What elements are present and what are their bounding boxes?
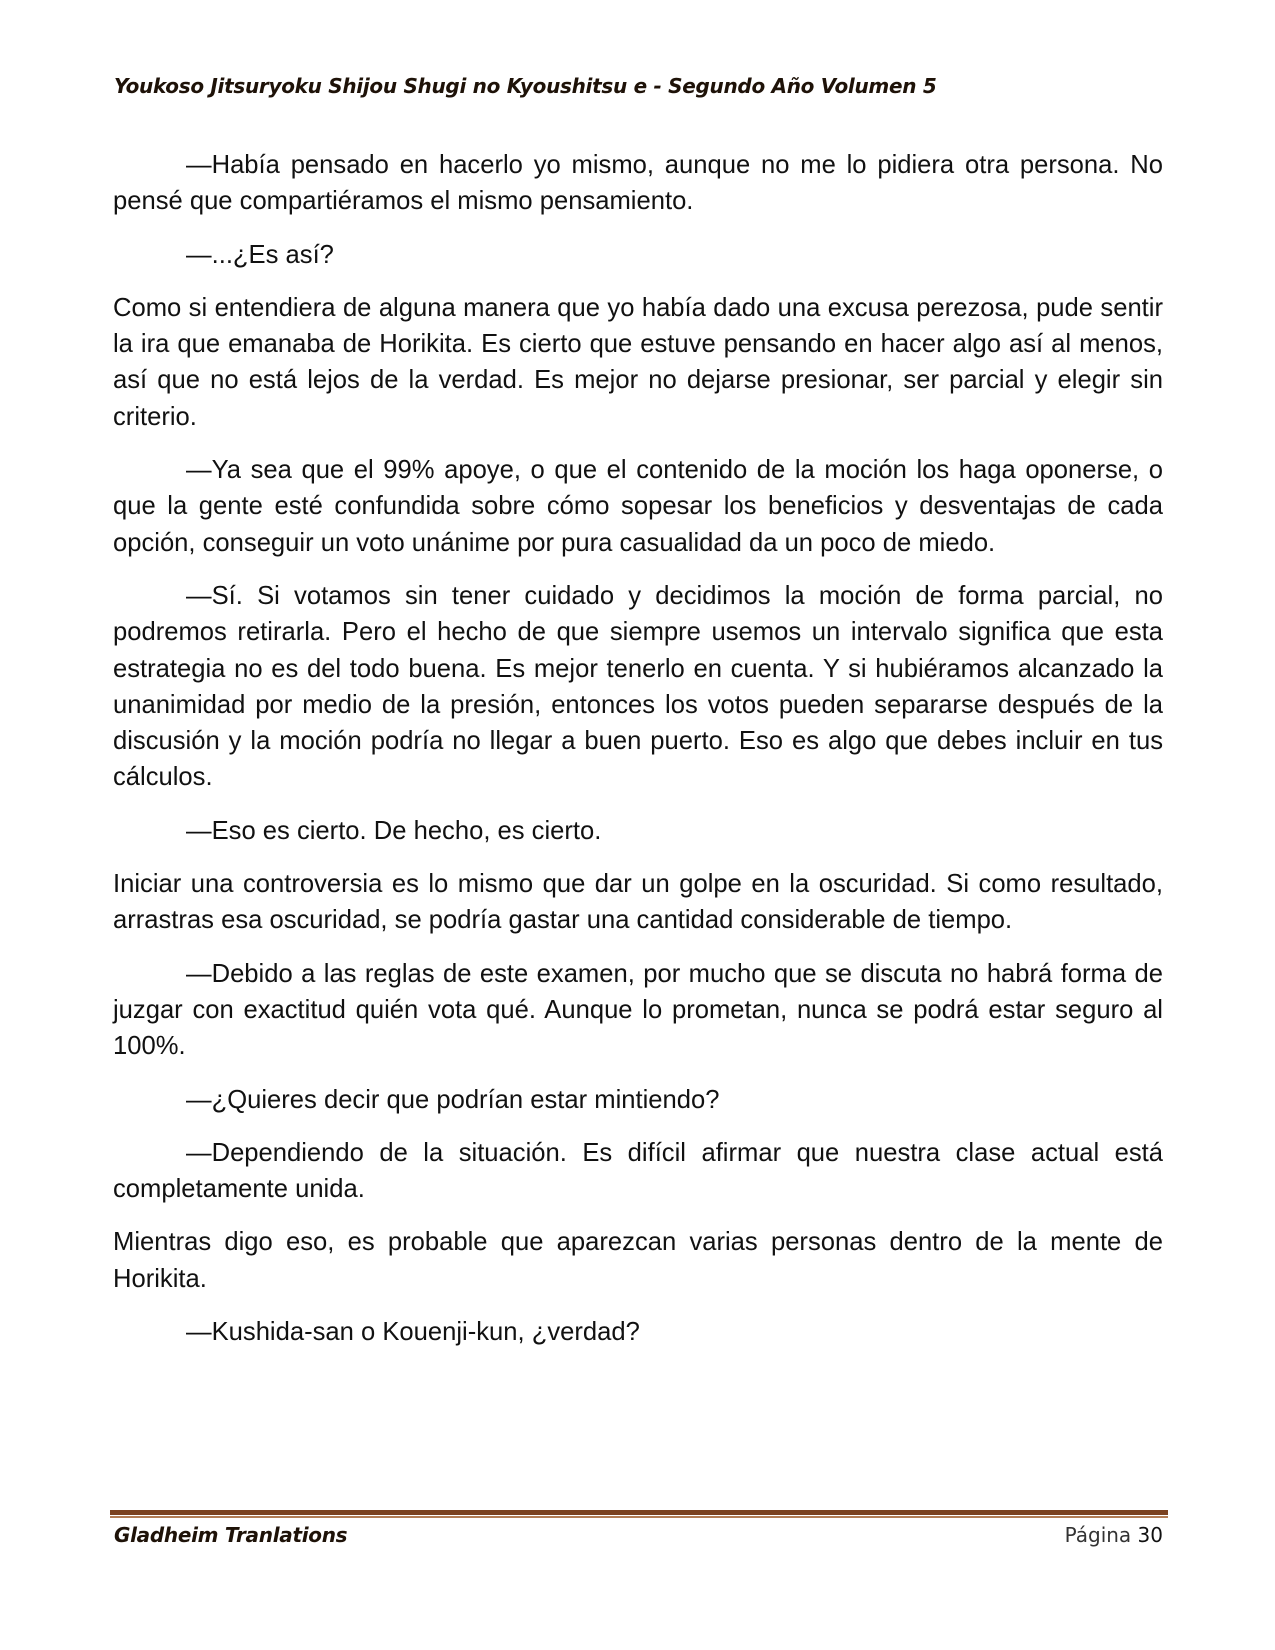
paragraph-narration: Como si entendiera de alguna manera que yo había dado una excusa perezosa, pude sentir la ira que emanaba de Horikita. Es cierto que estuve pensando en hacer algo así al menos, así que no está lejos de la verdad. Es mejor no dejarse presionar, ser parcial y elegir sin criterio. [113,293,1163,431]
paragraph-narration: Iniciar una controversia es lo mismo que dar un golpe en la oscuridad. Si como resultado, arrastras esa oscuridad, se podría gastar una cantidad considerable de tiempo. [113,870,1163,935]
paragraph-dialogue: —Sí. Si votamos sin tener cuidado y decidimos la moción de forma parcial, no podremos retirarla. Pero el hecho de que siempre usemos un intervalo significa que esta estrategia no es del todo buena. Es mejor tenerlo en cuenta. Y si hubiéramos alcanzado la unanimidad por medio de la presión, entonces los votos pueden separarse después de la discusión y la moción podría no llegar a buen puerto. Eso es algo que debes incluir en tus cálculos. [113,581,1163,792]
running-header: Youkoso Jitsuryoku Shijou Shugi no Kyoushitsu e - Segundo Año Volumen 5 [114,74,937,98]
paragraph-narration: Mientras digo eso, es probable que aparezcan varias personas dentro de la mente de Horikita. [113,1228,1163,1293]
page-number-value: 30 [1137,1523,1163,1547]
paragraph-dialogue: —¿Quieres decir que podrían estar mintiendo? [186,1085,720,1114]
page-body [113,147,1163,1367]
paragraph-dialogue: —Dependiendo de la situación. Es difícil afirmar que nuestra clase actual está completamente unida. [113,1138,1163,1204]
page-number [1065,1523,1163,1547]
page-label: Página [1064,1523,1132,1547]
paragraph-dialogue: —Había pensado en hacerlo yo mismo, aunque no me lo pidiera otra persona. No pensé que compartiéramos el mismo pensamiento. [113,151,1163,216]
footer-divider [110,1510,1168,1518]
paragraph-dialogue: —...¿Es así? [186,240,334,269]
footer-publisher: Gladheim Tranlations [114,1523,348,1547]
paragraph-dialogue: —Kushida-san o Kouenji-kun, ¿verdad? [186,1318,640,1347]
paragraph-dialogue: —Eso es cierto. De hecho, es cierto. [186,816,602,845]
paragraph-dialogue: —Debido a las reglas de este examen, por mucho que se discuta no habrá forma de juzgar con exactitud quién vota qué. Aunque lo prometan, nunca se podrá estar seguro al 100%. [113,959,1163,1061]
paragraph-dialogue: —Ya sea que el 99% apoye, o que el contenido de la moción los haga oponerse, o que la gente esté confundida sobre cómo sopesar los beneficios y desventajas de cada opción, conseguir un voto unánime por pura casualidad da un poco de miedo. [113,456,1163,557]
